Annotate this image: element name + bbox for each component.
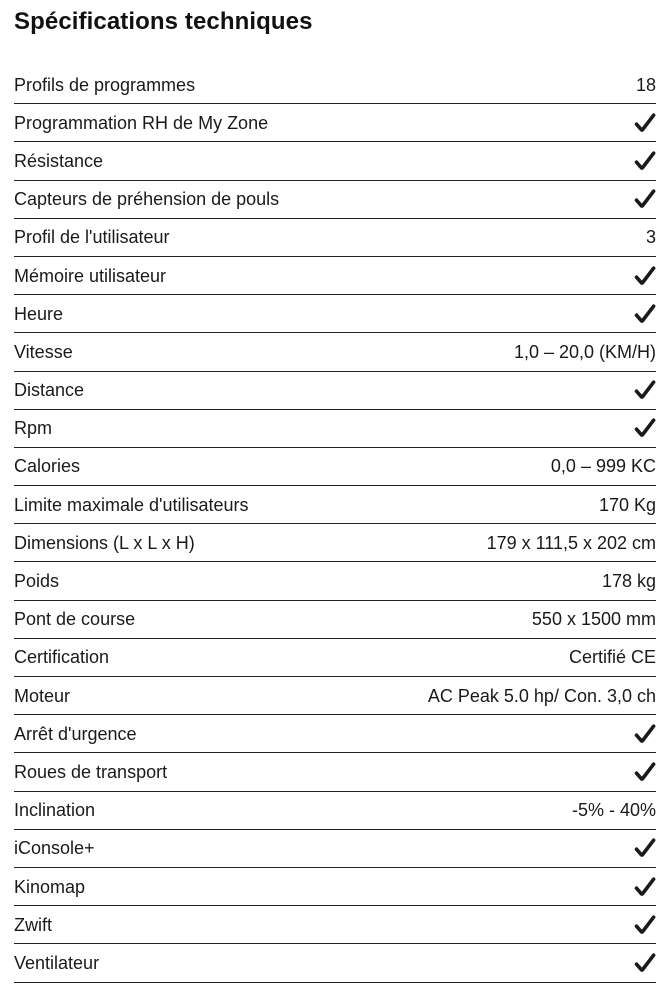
spec-row [14, 715, 656, 753]
spec-row [14, 257, 656, 295]
spec-row [14, 944, 656, 982]
check-icon [634, 418, 656, 438]
spec-table [14, 66, 656, 983]
check-icon [634, 151, 656, 171]
spec-label: Rpm [14, 418, 53, 439]
spec-row [14, 792, 656, 830]
check-icon [634, 724, 656, 744]
spec-row [14, 601, 656, 639]
spec-row [14, 295, 656, 333]
spec-value: 18 [635, 74, 656, 95]
spec-row [14, 372, 656, 410]
spec-label: iConsole+ [14, 838, 95, 859]
spec-value: 1,0 – 20,0 (KM/H) [513, 341, 656, 362]
spec-label: Heure [14, 303, 64, 324]
spec-row [14, 753, 656, 791]
spec-label: Zwift [14, 914, 52, 935]
spec-value: 0,0 – 999 KC [550, 456, 656, 477]
check-icon [634, 762, 656, 782]
spec-row [14, 104, 656, 142]
spec-label: Dimensions (L x L x H) [14, 532, 195, 553]
check-icon [634, 953, 656, 973]
check-icon [634, 838, 656, 858]
spec-row [14, 410, 656, 448]
check-icon [634, 304, 656, 324]
page-title: Spécifications techniques [14, 8, 313, 35]
spec-row [14, 639, 656, 677]
spec-value: 178 kg [601, 571, 656, 592]
spec-label: Limite maximale d'utilisateurs [14, 494, 249, 515]
spec-label: Distance [14, 380, 85, 401]
spec-row [14, 868, 656, 906]
check-icon [634, 380, 656, 400]
check-icon [634, 189, 656, 209]
check-icon [634, 877, 656, 897]
spec-value: Certifié CE [568, 647, 656, 668]
spec-label: Ventilateur [14, 952, 100, 973]
spec-value: -5% - 40% [571, 800, 656, 821]
check-icon [634, 113, 656, 133]
spec-label: Moteur [14, 685, 71, 706]
spec-row [14, 142, 656, 180]
check-icon [634, 266, 656, 286]
spec-label: Mémoire utilisateur [14, 265, 167, 286]
spec-label: Inclination [14, 800, 96, 821]
spec-label: Kinomap [14, 876, 86, 897]
spec-row [14, 830, 656, 868]
spec-label: Arrêt d'urgence [14, 723, 137, 744]
spec-label: Certification [14, 647, 110, 668]
check-icon [634, 915, 656, 935]
spec-row [14, 486, 656, 524]
spec-label: Calories [14, 456, 81, 477]
spec-row [14, 219, 656, 257]
spec-row [14, 677, 656, 715]
spec-row [14, 448, 656, 486]
spec-label: Roues de transport [14, 761, 168, 782]
spec-row [14, 333, 656, 371]
spec-value: 3 [645, 227, 656, 248]
spec-label: Résistance [14, 150, 104, 171]
spec-label: Poids [14, 571, 60, 592]
spec-value: 550 x 1500 mm [531, 609, 656, 630]
spec-value: 170 Kg [598, 494, 656, 515]
spec-row [14, 906, 656, 944]
spec-label: Vitesse [14, 341, 73, 362]
spec-label: Pont de course [14, 609, 136, 630]
spec-row [14, 66, 656, 104]
spec-label: Profil de l'utilisateur [14, 227, 170, 248]
spec-value: 179 x 111,5 x 202 cm [486, 532, 656, 553]
spec-value: AC Peak 5.0 hp/ Con. 3,0 ch [427, 685, 656, 706]
spec-label: Profils de programmes [14, 74, 196, 95]
spec-row [14, 524, 656, 562]
spec-row [14, 181, 656, 219]
spec-label: Programmation RH de My Zone [14, 112, 269, 133]
spec-row [14, 562, 656, 600]
spec-label: Capteurs de préhension de pouls [14, 189, 280, 210]
